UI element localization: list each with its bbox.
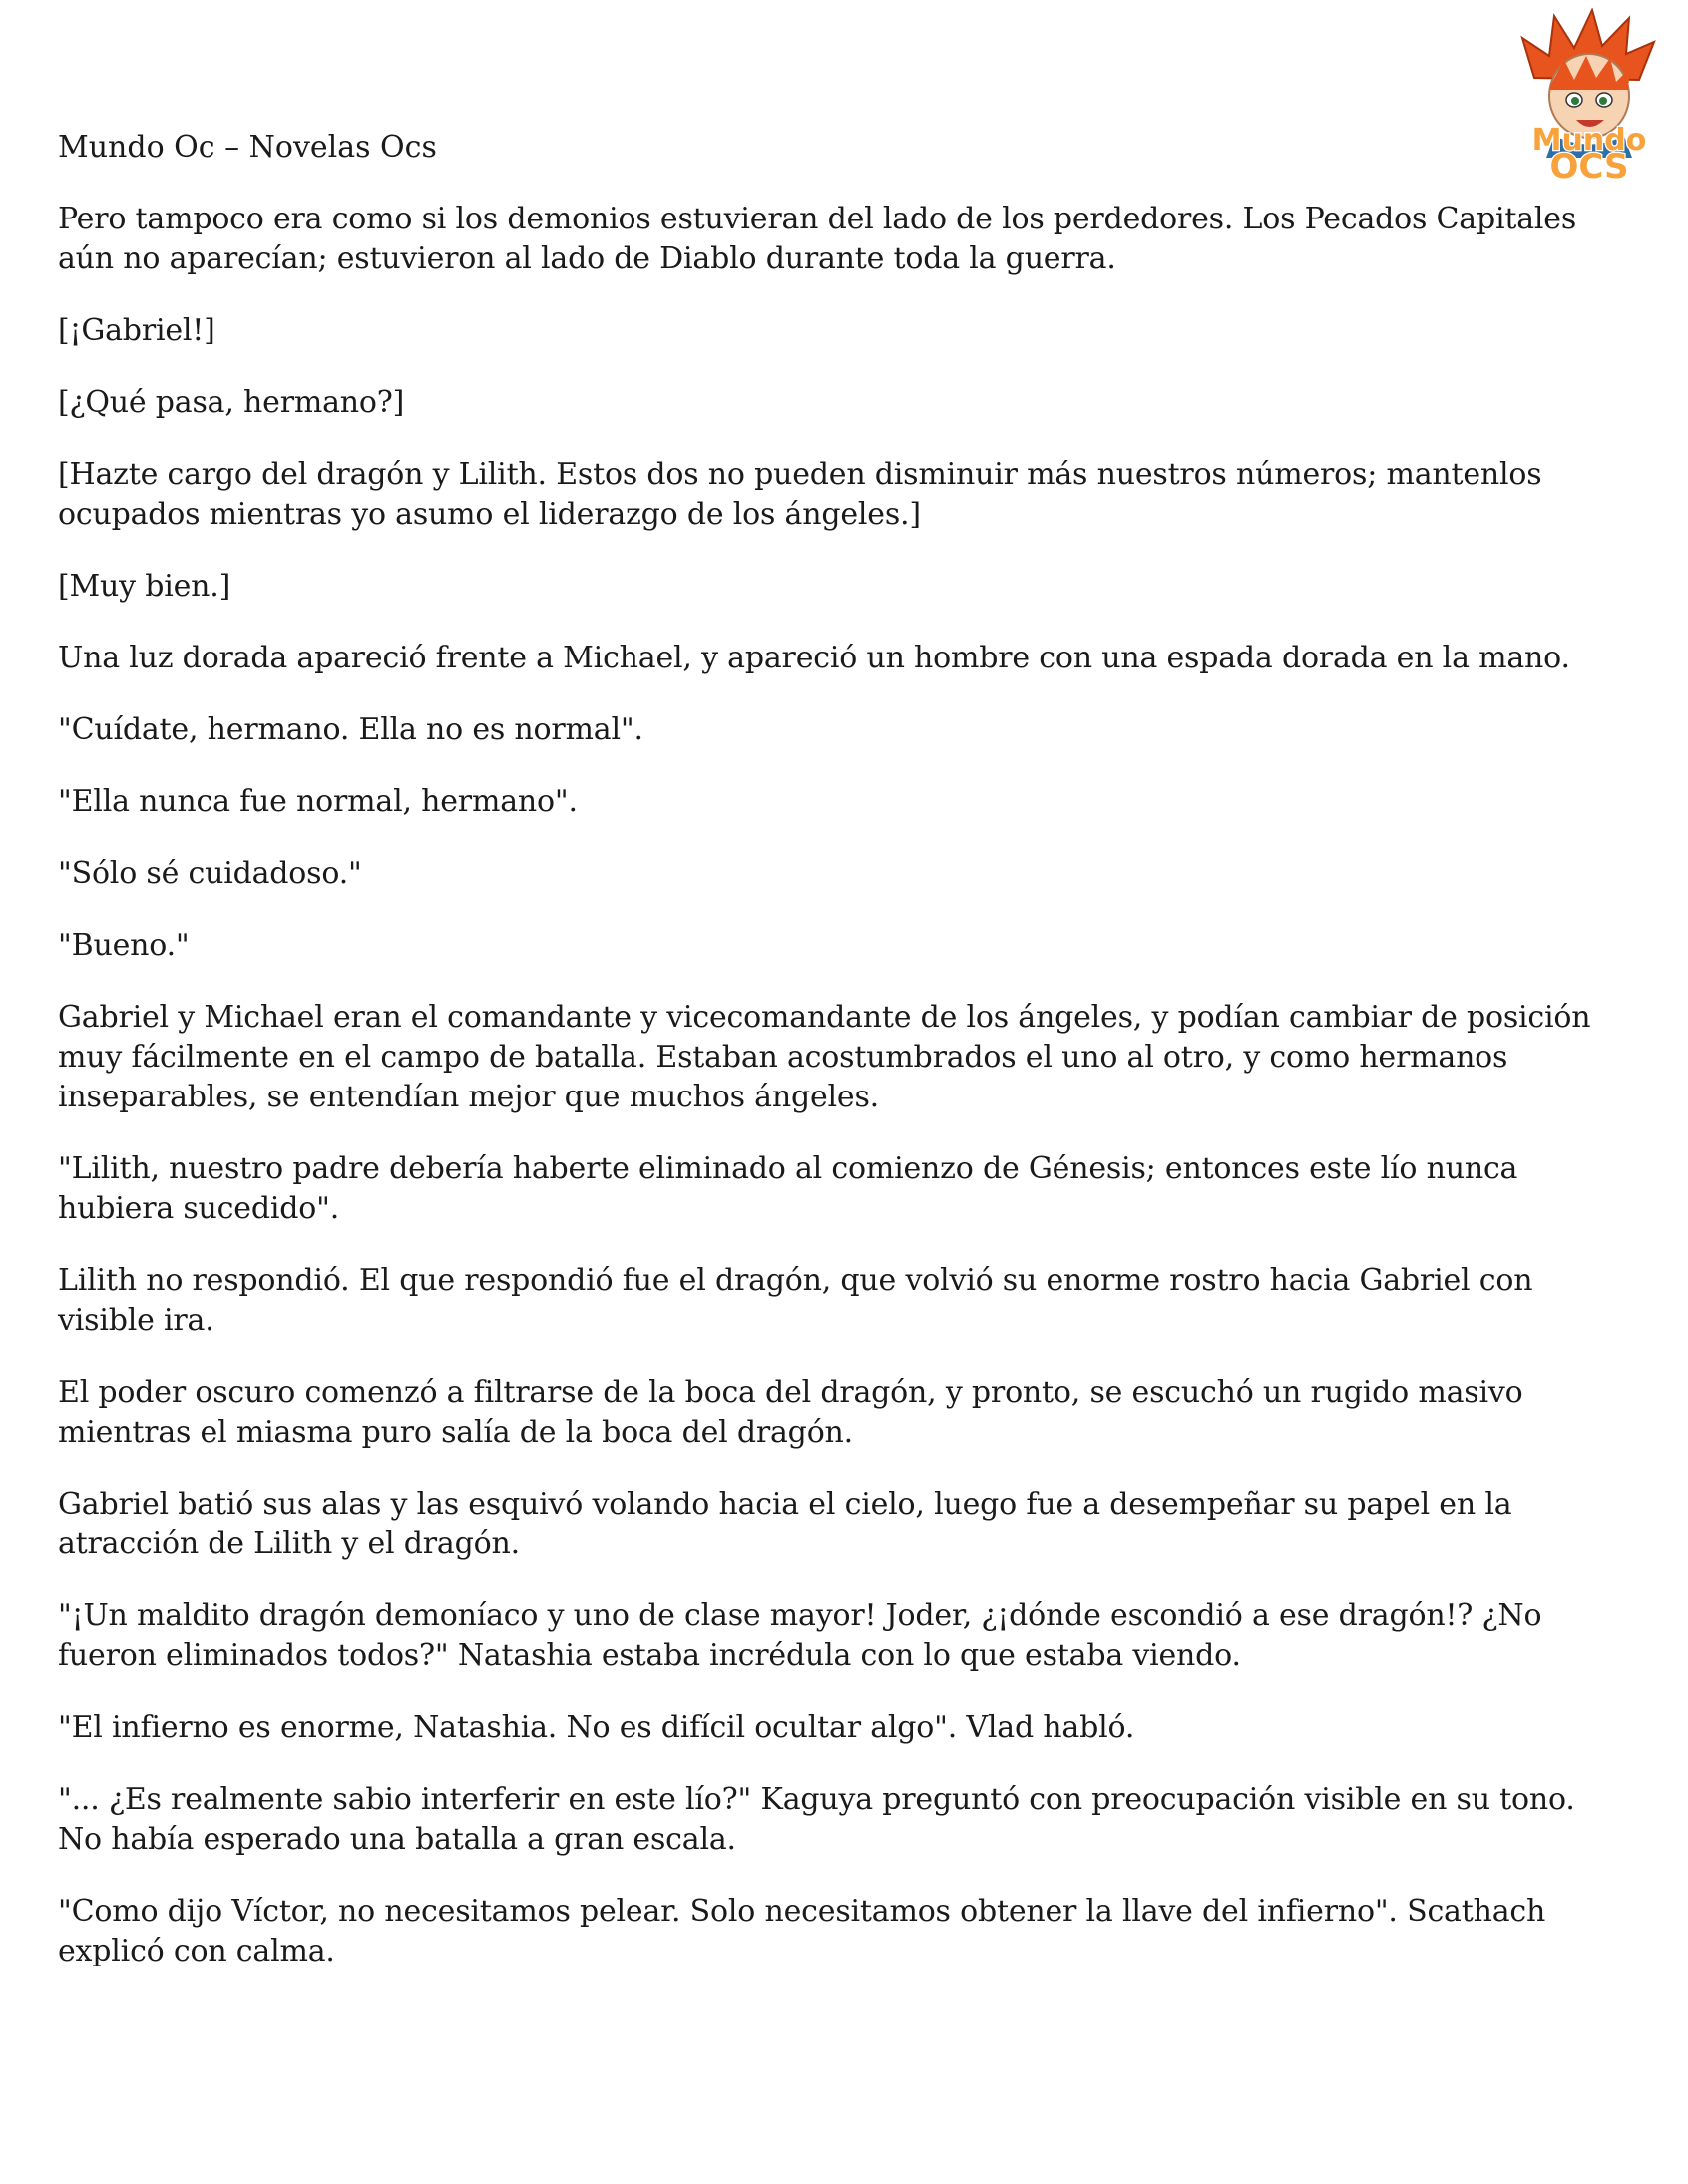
paragraph: "¡Un maldito dragón demoníaco y uno de clase mayor! Joder, ¿¡dónde escondió a ese dragón!? ¿No fueron eliminados todos?" Natashia estaba incrédula con lo que estaba viendo. [58,1598,1542,1673]
paragraph: "Lilith, nuestro padre debería haberte eliminado al comienzo de Génesis; entonces este lío nunca hubiera sucedido". [58,1151,1518,1226]
svg-text:OCS: OCS [1549,147,1629,183]
paragraph: "Cuídate, hermano. Ella no es normal". [58,712,643,747]
paragraph: "Como dijo Víctor, no necesitamos pelear. Solo necesitamos obtener la llave del infierno". Scathach explicó con calma. [58,1894,1546,1968]
document-body [58,200,1614,1971]
paragraph: [Hazte cargo del dragón y Lilith. Estos dos no pueden disminuir más nuestros números; mantenlos ocupados mientras yo asumo el liderazgo de los ángeles.] [58,457,1542,532]
paragraph: Una luz dorada apareció frente a Michael, y apareció un hombre con una espada dorada en la mano. [58,641,1570,675]
paragraph: Gabriel batió sus alas y las esquivó volando hacia el cielo, luego fue a desempeñar su papel en la atracción de Lilith y el dragón. [58,1487,1512,1561]
paragraph: "Ella nunca fue normal, hermano". [58,784,578,819]
paragraph: "Sólo sé cuidadoso." [58,856,362,891]
paragraph: Pero tampoco era como si los demonios estuvieran del lado de los perdedores. Los Pecados Capitales aún no aparecían; estuvieron al lado de Diablo durante toda la guerra. [58,202,1577,276]
document-page [58,128,1614,2003]
paragraph: Lilith no respondió. El que respondió fue el dragón, que volvió su enorme rostro hacia Gabriel con visible ira. [58,1263,1533,1338]
paragraph: El poder oscuro comenzó a filtrarse de la boca del dragón, y pronto, se escuchó un rugido masivo mientras el miasma puro salía de la boca del dragón. [58,1375,1523,1450]
paragraph: [¡Gabriel!] [58,313,215,348]
paragraph: "Bueno." [58,928,190,963]
paragraph: [¿Qué pasa, hermano?] [58,385,405,420]
document-header: Mundo Oc – Novelas Ocs [58,130,437,165]
svg-text:Mundo: Mundo [1531,123,1647,158]
paragraph: [Muy bien.] [58,569,231,604]
paragraph: "El infierno es enorme, Natashia. No es difícil ocultar algo". Vlad habló. [58,1710,1135,1745]
paragraph: "... ¿Es realmente sabio interferir en este lío?" Kaguya preguntó con preocupación visible en su tono. No había esperado una batalla a gran escala. [58,1782,1575,1857]
paragraph: Gabriel y Michael eran el comandante y vicecomandante de los ángeles, y podían cambiar de posición muy fácilmente en el campo de batalla. Estaban acostumbrados el uno al otro, y como hermanos inseparables, se entendían mejor que muchos ángeles. [58,1000,1591,1114]
